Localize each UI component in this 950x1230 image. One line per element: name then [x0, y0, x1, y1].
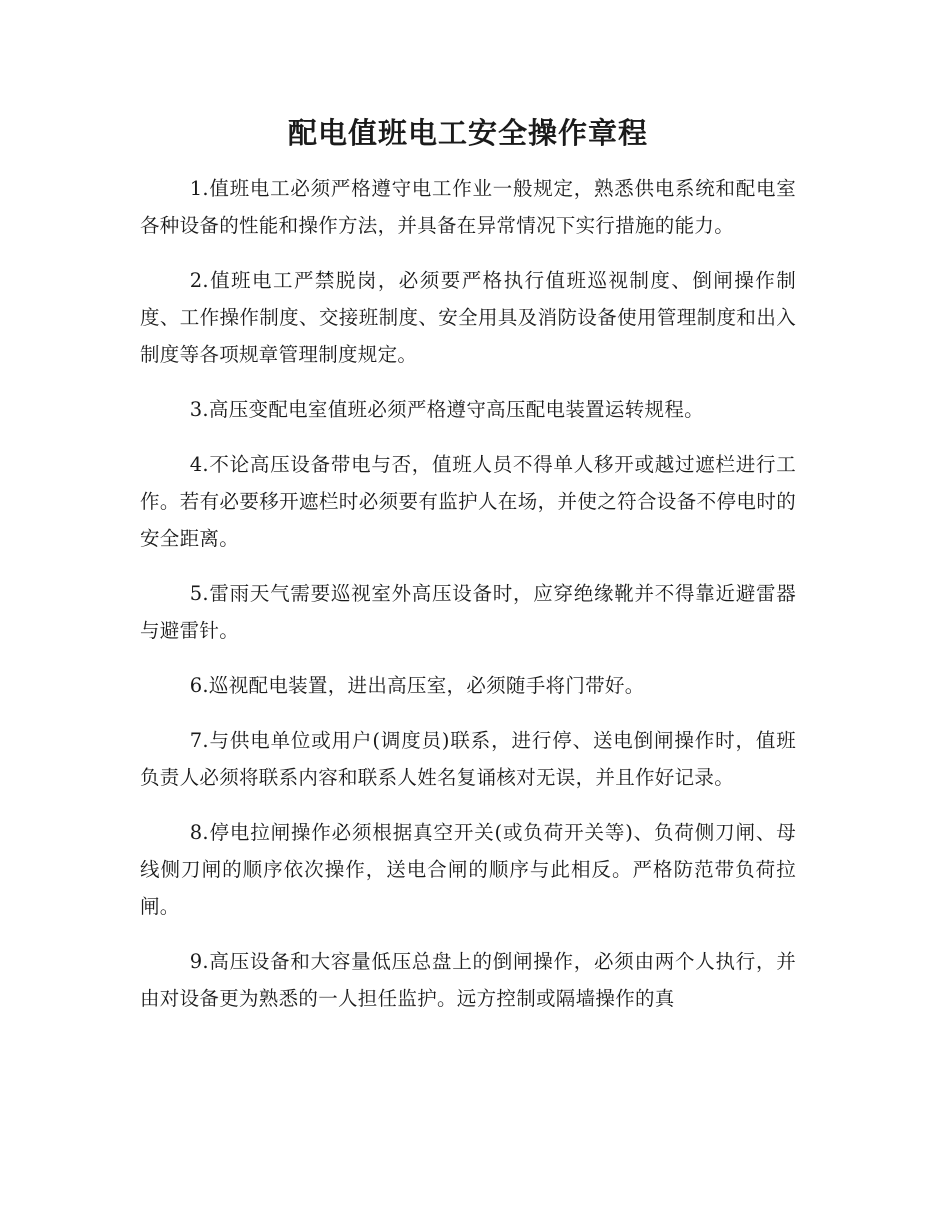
paragraph-5: 5.雷雨天气需要巡视室外高压设备时，应穿绝缘靴并不得靠近避雷器与避雷针。 [140, 582, 796, 642]
paragraph-2: 2.值班电工严禁脱岗，必须要严格执行值班巡视制度、倒闸操作制度、工作操作制度、交接班制度、安全用具及消防设备使用管理制度和出入制度等各项规章管理制度规定。 [140, 269, 796, 366]
document-page [140, 108, 796, 1035]
paragraph-1: 1.值班电工必须严格遵守电工作业一般规定，熟悉供电系统和配电室各种设备的性能和操作方法，并具备在异常情况下实行措施的能力。 [140, 177, 796, 237]
paragraph-3: 3.高压变配电室值班必须严格遵守高压配电装置运转规程。 [189, 398, 704, 421]
paragraph-7: 7.与供电单位或用户(调度员)联系，进行停、送电倒闸操作时，值班负责人必须将联系内容和联系人姓名复诵核对无误，并且作好记录。 [140, 729, 796, 789]
paragraph-9: 9.高压设备和大容量低压总盘上的倒闸操作，必须由两个人执行，并由对设备更为熟悉的一人担任监护。远方控制或隔墙操作的真 [140, 950, 796, 1010]
document-title: 配电值班电工安全操作章程 [287, 116, 648, 150]
paragraph-6: 6.巡视配电装置，进出高压室，必须随手将门带好。 [189, 674, 645, 697]
paragraph-8: 8.停电拉闸操作必须根据真空开关(或负荷开关等)、负荷侧刀闸、母线侧刀闸的顺序依次操作，送电合闸的顺序与此相反。严格防范带负荷拉闸。 [140, 821, 796, 918]
paragraph-4: 4.不论高压设备带电与否，值班人员不得单人移开或越过遮栏进行工作。若有必要移开遮栏时必须要有监护人在场，并使之符合设备不停电时的安全距离。 [140, 453, 796, 550]
